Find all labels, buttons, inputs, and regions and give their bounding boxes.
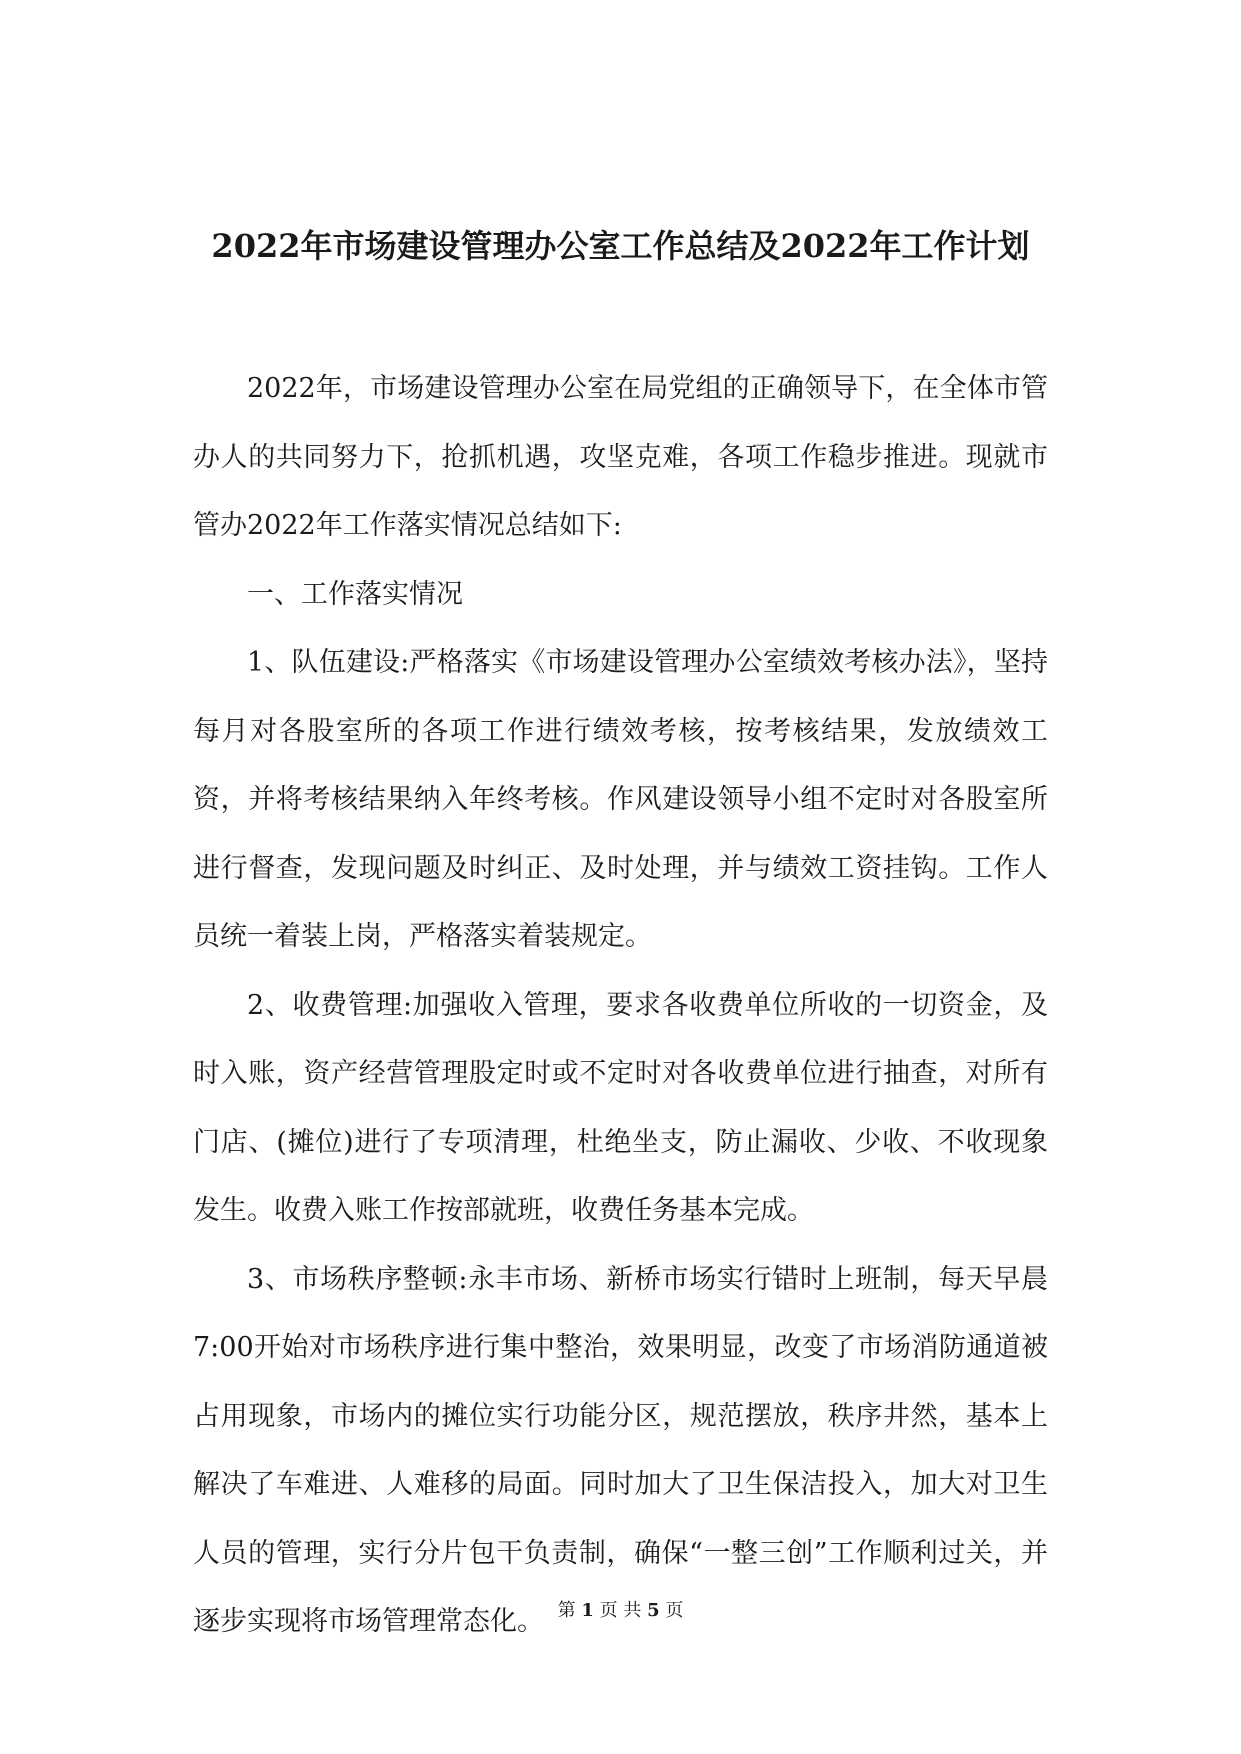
footer-suffix: 页 [665, 1600, 684, 1621]
footer-middle: 页 共 [599, 1600, 642, 1621]
paragraph-fee-management: 2、收费管理:加强收入管理，要求各收费单位所收的一切资金，及时入账，资产经营管理股定时或不定时对各收费单位进行抽查，对所有门店、(摊位)进行了专项清理，杜绝坐支，防止漏收、少收、不收现象发生。收费入账工作按部就班，收费任务基本完成。 [193, 989, 1048, 1226]
document-body [193, 355, 1048, 1657]
footer-prefix: 第 [557, 1600, 576, 1621]
section-heading: 一、工作落实情况 [247, 578, 463, 610]
page-footer [0, 1599, 1241, 1623]
paragraph-intro: 2022年，市场建设管理办公室在局党组的正确领导下，在全体市管办人的共同努力下，抢抓机遇，攻坚克难，各项工作稳步推进。现就市管办2022年工作落实情况总结如下: [193, 373, 1048, 541]
footer-current-page: 1 [581, 1600, 594, 1621]
footer-total-pages: 5 [647, 1600, 660, 1621]
document-title: 2022年市场建设管理办公室工作总结及2022年工作计划 [211, 227, 1030, 265]
paragraph-market-order: 3、市场秩序整顿:永丰市场、新桥市场实行错时上班制，每天早晨7:00开始对市场秩序进行集中整治，效果明显，改变了市场消防通道被占用现象，市场内的摊位实行功能分区，规范摆放，秩序井然，基本上解决了车难进、人难移的局面。同时加大了卫生保洁投入，加大对卫生人员的管理，实行分片包干负责制，确保“一整三创”工作顺利过关，并逐步实现将市场管理常态化。 [193, 1263, 1048, 1637]
paragraph-team-building: 1、队伍建设:严格落实《市场建设管理办公室绩效考核办法》，坚持每月对各股室所的各项工作进行绩效考核，按考核结果，发放绩效工资，并将考核结果纳入年终考核。作风建设领导小组不定时对各股室所进行督查，发现问题及时纠正、及时处理，并与绩效工资挂钩。工作人员统一着装上岗，严格落实着装规定。 [193, 647, 1048, 952]
